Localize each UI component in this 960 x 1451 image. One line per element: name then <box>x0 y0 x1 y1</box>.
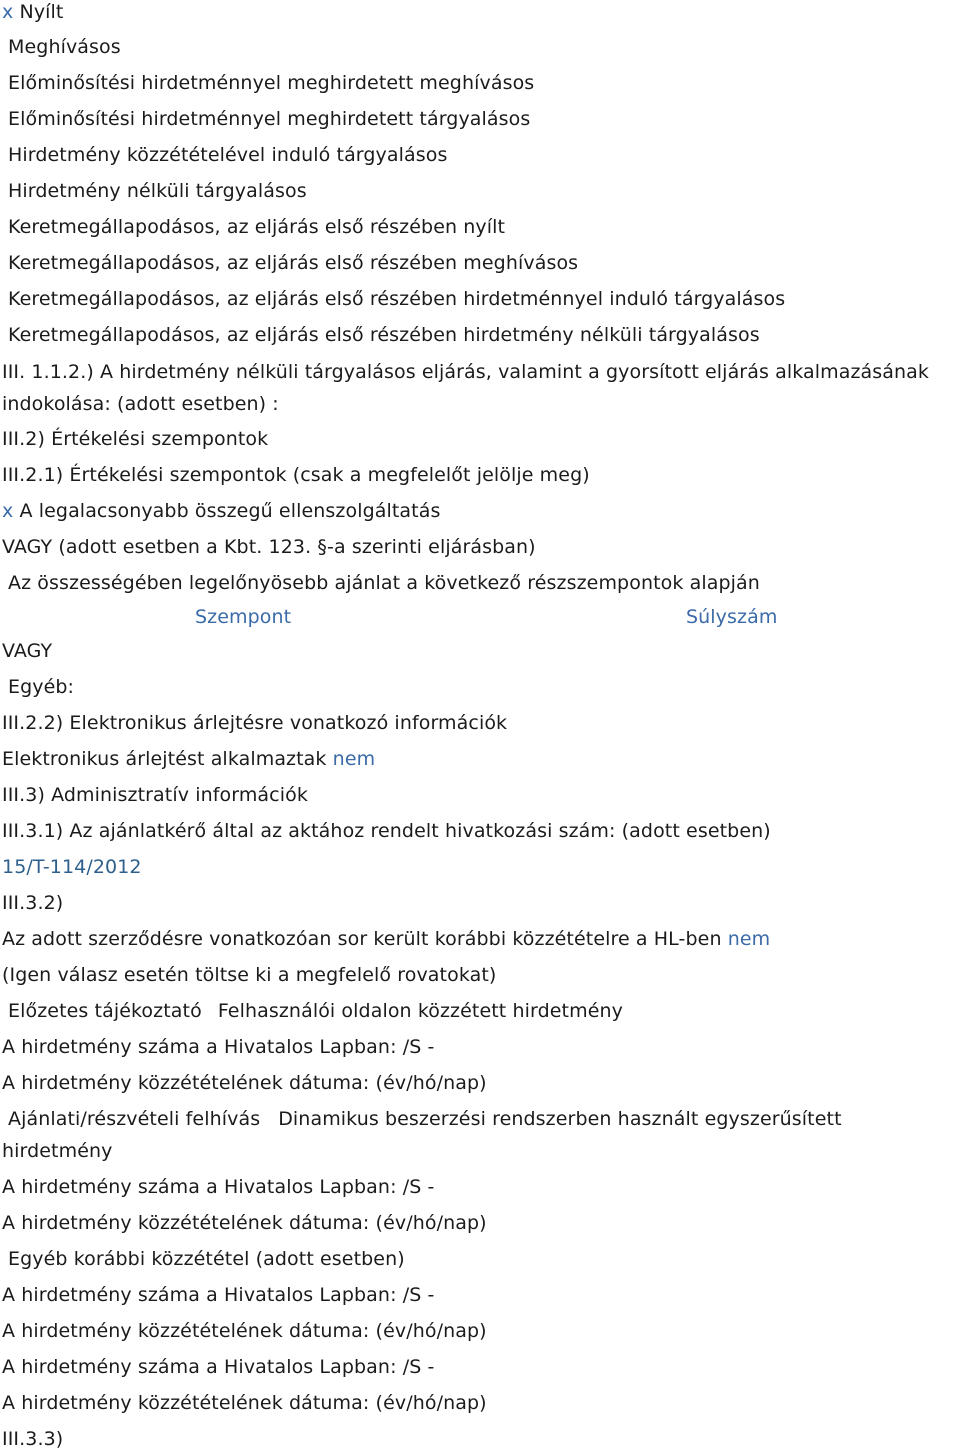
notice-number: A hirdetmény száma a Hivatalos Lapban: /S - <box>2 1356 435 1378</box>
notice-number: A hirdetmény száma a Hivatalos Lapban: /S - <box>2 1284 435 1306</box>
column-header-weight: Súlyszám <box>686 606 778 628</box>
prior-publication-note: (Igen válasz esetén töltse ki a megfelelő rovatokat) <box>2 964 497 986</box>
notice-number: A hirdetmény száma a Hivatalos Lapban: /S - <box>2 1036 435 1058</box>
section-heading-3-3-2: III.3.2) <box>2 892 64 914</box>
eauction-label: Elektronikus árlejtést alkalmaztak <box>2 748 327 770</box>
procedure-option: Hirdetmény nélküli tárgyalásos <box>8 180 307 202</box>
procedure-option: Előminősítési hirdetménnyel meghirdetett meghívásos <box>8 72 535 94</box>
eauction-row <box>2 747 375 771</box>
dps-notice-wrap-spacer: hirdetmény <box>2 1140 113 1162</box>
criteria-option-best-value: Az összességében legelőnyösebb ajánlat a következő részszempontok alapján <box>8 572 760 594</box>
prior-info-row <box>8 999 623 1023</box>
section-heading-evaluation: III.2) Értékelési szempontok <box>2 428 269 450</box>
section-heading-admin: III.3) Adminisztratív információk <box>2 784 308 806</box>
prior-info-option: Előzetes tájékoztató <box>8 1000 202 1022</box>
criteria-option-other: Egyéb: <box>8 676 75 698</box>
notice-date: A hirdetmény közzétételének dátuma: (év/hó/nap) <box>2 1212 487 1234</box>
procedure-option: Meghívásos <box>8 36 121 58</box>
user-side-notice-option: Felhasználói oldalon közzétett hirdetmény <box>217 1000 623 1022</box>
procedure-option: Előminősítési hirdetménnyel meghirdetett tárgyalásos <box>8 108 531 130</box>
procedure-option: Hirdetmény közzétételével induló tárgyalásos <box>8 144 448 166</box>
dps-notice-option: Dinamikus beszerzési rendszerben használt egyszerűsített <box>278 1108 842 1130</box>
section-heading-3-3-3: III.3.3) <box>2 1428 64 1450</box>
vagy-text: VAGY <box>2 640 53 662</box>
notice-date: A hirdetmény közzétételének dátuma: (év/hó/nap) <box>2 1072 487 1094</box>
procedure-option: Keretmegállapodásos, az eljárás első részében nyílt <box>8 216 506 238</box>
procedure-option: Keretmegállapodásos, az eljárás első részében hirdetmény nélküli tárgyalásos <box>8 324 760 346</box>
notice-date: A hirdetmény közzétételének dátuma: (év/hó/nap) <box>2 1392 487 1414</box>
procedure-option: Keretmegállapodásos, az eljárás első részében meghívásos <box>8 252 579 274</box>
reference-number: 15/T-114/2012 <box>2 856 142 878</box>
column-header-criterion: Szempont <box>195 606 292 628</box>
procedure-option-open <box>2 0 63 24</box>
criteria-option-lowest-price <box>2 499 440 523</box>
prior-publication-label: Az adott szerződésre vonatkozóan sor került korábbi közzétételre a HL-ben <box>2 928 722 950</box>
procedure-option: Keretmegállapodásos, az eljárás első részében hirdetménnyel induló tárgyalásos <box>8 288 786 310</box>
notice-number: A hirdetmény száma a Hivatalos Lapban: /S - <box>2 1176 435 1198</box>
checked-mark: x <box>2 1 14 23</box>
section-heading-evaluation-criteria: III.2.1) Értékelési szempontok (csak a megfelelőt jelölje meg) <box>2 464 590 486</box>
checked-mark: x <box>2 500 14 522</box>
section-heading-eauction: III.2.2) Elektronikus árlejtésre vonatkozó információk <box>2 712 508 734</box>
prior-publication-row <box>2 927 770 951</box>
eauction-value: nem <box>332 748 376 770</box>
call-for-tender-row <box>8 1107 842 1131</box>
option-label: A legalacsonyabb összegű ellenszolgáltatás <box>19 500 441 522</box>
section-heading-1-1-2: III. 1.1.2.) A hirdetmény nélküli tárgyalásos eljárás, valamint a gyorsított eljárás alkalmazásának indokolása: (adott esetben) : <box>2 361 930 415</box>
prior-publication-value: nem <box>727 928 771 950</box>
other-prior-publication-option: Egyéb korábbi közzététel (adott esetben) <box>8 1248 405 1270</box>
option-label: Nyílt <box>19 1 64 23</box>
vagy-kbt-text: VAGY (adott esetben a Kbt. 123. §-a szerinti eljárásban) <box>2 536 536 558</box>
call-for-tender-option: Ajánlati/részvételi felhívás <box>8 1108 261 1130</box>
notice-date: A hirdetmény közzétételének dátuma: (év/hó/nap) <box>2 1320 487 1342</box>
section-heading-reference: III.3.1) Az ajánlatkérő által az aktához rendelt hivatkozási szám: (adott esetben) <box>2 820 771 842</box>
